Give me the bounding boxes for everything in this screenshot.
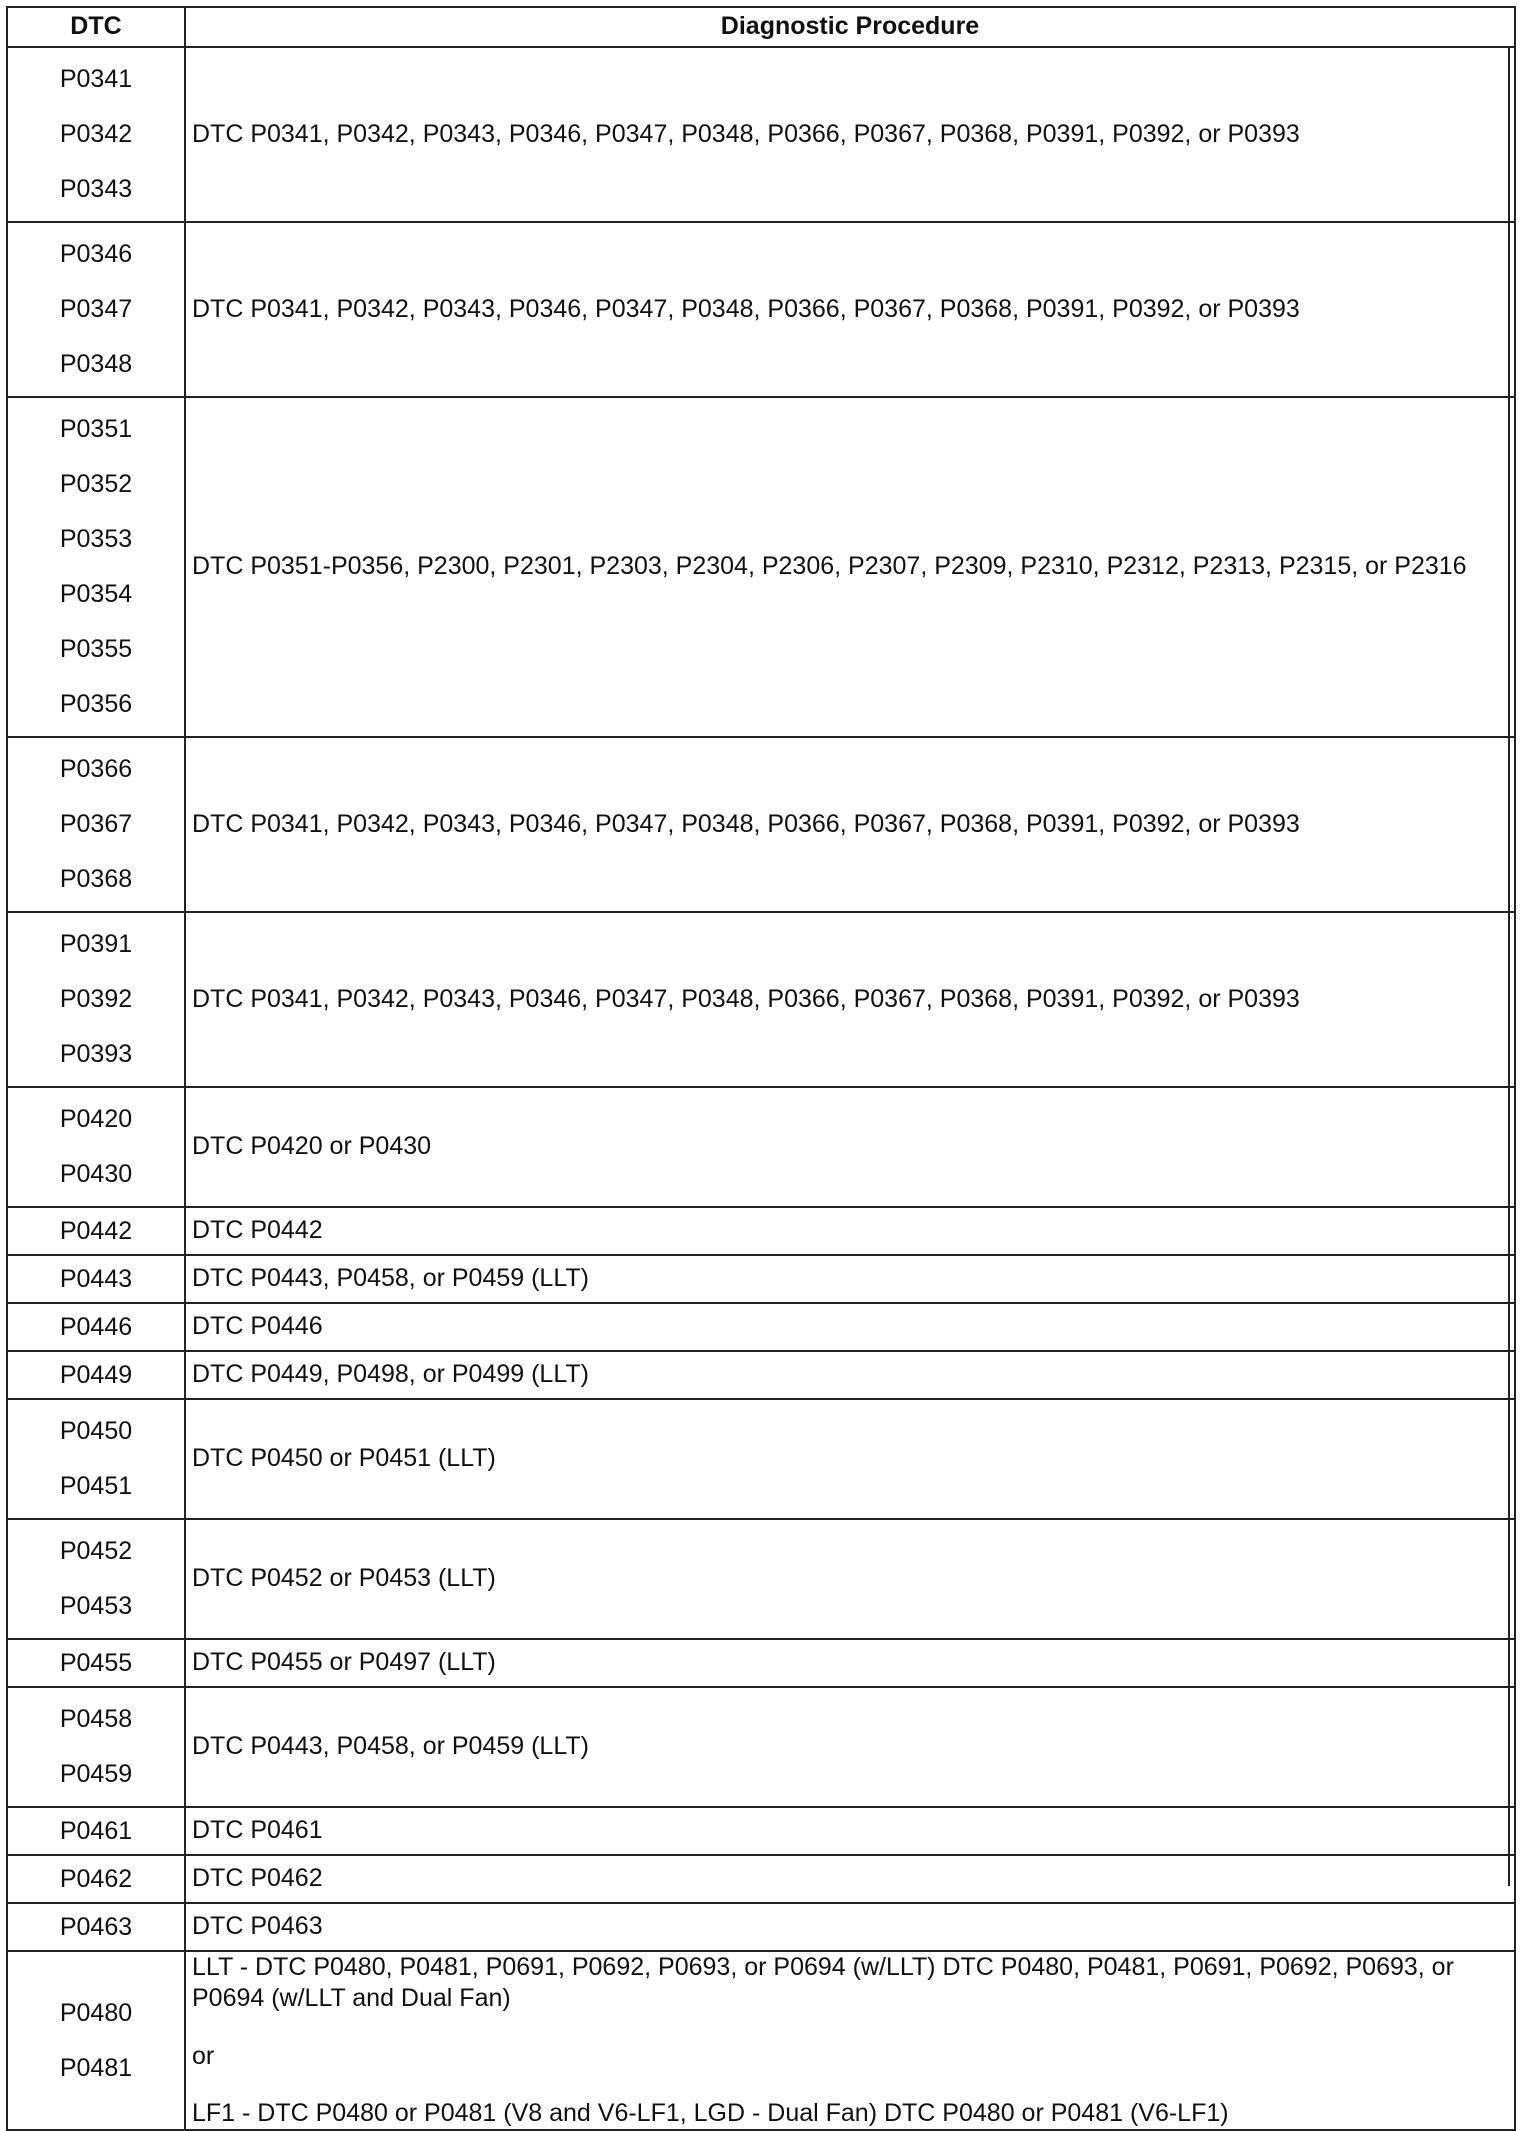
dtc-code-cell xyxy=(7,1399,185,1519)
diagnostic-procedure-link: LF1 - DTC P0480 or P0481 (V8 and V6-LF1, LGD - Dual Fan) DTC P0480 or P0481 (V6-LF1) xyxy=(192,2098,1229,2127)
dtc-code-cell xyxy=(7,1303,185,1351)
dtc-column-header: DTC xyxy=(7,7,185,47)
diagnostic-procedure-cell xyxy=(185,222,1515,397)
diagnostic-procedure-link: DTC P0462 xyxy=(192,1864,323,1893)
dtc-code-cell xyxy=(7,1687,185,1807)
diagnostic-procedure-cell xyxy=(185,1951,1515,2130)
table-row xyxy=(7,1687,1515,1807)
table-row xyxy=(7,47,1515,222)
dtc-code-cell xyxy=(7,912,185,1087)
table-row xyxy=(7,1087,1515,1207)
dtc-code-cell xyxy=(7,1087,185,1207)
diagnostic-procedure-link: DTC P0449, P0498, or P0499 (LLT) xyxy=(192,1360,589,1389)
diagnostic-procedure-link: DTC P0351-P0356, P2300, P2301, P2303, P2304, P2306, P2307, P2309, P2310, P2312, P2313, P2315, or P2316 xyxy=(192,552,1467,581)
table-row xyxy=(7,397,1515,737)
diagnostic-procedure-link: LLT - DTC P0480, P0481, P0691, P0692, P0693, or P0694 (w/LLT) DTC P0480, P0481, P0691, P0692, P0693, or P0694 (w/LLT and Dual Fan) xyxy=(192,1953,1454,2013)
dtc-code: P0368 xyxy=(59,865,133,893)
dtc-code: P0392 xyxy=(59,985,133,1013)
table-row xyxy=(7,1519,1515,1639)
dtc-code: P0461 xyxy=(59,1817,133,1845)
diagnostic-procedure-link: DTC P0463 xyxy=(192,1912,323,1941)
diagnostic-procedure-cell xyxy=(185,1639,1515,1687)
dtc-code: P0351 xyxy=(59,415,133,443)
diagnostic-procedure-cell xyxy=(185,1087,1515,1207)
table-row xyxy=(7,1303,1515,1351)
diagnostic-procedure-link: DTC P0446 xyxy=(192,1312,323,1341)
dtc-code: P0458 xyxy=(59,1705,133,1733)
dtc-code-cell xyxy=(7,737,185,912)
diagnostic-procedure-link: DTC P0461 xyxy=(192,1816,323,1845)
table-body xyxy=(7,47,1515,2130)
diagnostic-procedure-link: or xyxy=(192,2041,215,2070)
right-margin-rule xyxy=(1508,48,1510,1886)
dtc-code: P0452 xyxy=(59,1537,133,1565)
diagnostic-procedure-link: DTC P0341, P0342, P0343, P0346, P0347, P0348, P0366, P0367, P0368, P0391, P0392, or P0393 xyxy=(192,294,1300,323)
table-row xyxy=(7,912,1515,1087)
procedure-column-header: Diagnostic Procedure xyxy=(185,7,1515,47)
diagnostic-procedure-cell xyxy=(185,912,1515,1087)
dtc-code: P0450 xyxy=(59,1417,133,1445)
diagnostic-procedure-cell xyxy=(185,397,1515,737)
dtc-code-cell xyxy=(7,1855,185,1903)
dtc-code: P0463 xyxy=(59,1913,133,1941)
diagnostic-procedure-cell xyxy=(185,1255,1515,1303)
dtc-code: P0481 xyxy=(59,2053,133,2082)
diagnostic-procedure-link: DTC P0341, P0342, P0343, P0346, P0347, P0348, P0366, P0367, P0368, P0391, P0392, or P0393 xyxy=(192,984,1300,1013)
dtc-code: P0391 xyxy=(59,930,133,958)
dtc-code-cell xyxy=(7,1207,185,1255)
dtc-code-cell xyxy=(7,1519,185,1639)
dtc-code: P0354 xyxy=(59,580,133,608)
dtc-code: P0343 xyxy=(59,175,133,203)
dtc-code: P0353 xyxy=(59,525,133,553)
dtc-code-cell xyxy=(7,1255,185,1303)
line-gap xyxy=(192,2072,1508,2098)
diagnostic-procedure-link: DTC P0442 xyxy=(192,1216,323,1245)
dtc-code-cell xyxy=(7,222,185,397)
diagnostic-procedure-cell xyxy=(185,1903,1515,1951)
diagnostic-procedure-cell xyxy=(185,1687,1515,1807)
table-row xyxy=(7,1855,1515,1903)
table-row xyxy=(7,1351,1515,1399)
table-row xyxy=(7,1207,1515,1255)
dtc-code-cell xyxy=(7,1807,185,1855)
diagnostic-procedure-link: DTC P0420 or P0430 xyxy=(192,1132,432,1161)
table-header-row xyxy=(7,7,1515,47)
table-row xyxy=(7,1639,1515,1687)
diagnostic-procedure-cell xyxy=(185,1207,1515,1255)
dtc-code: P0393 xyxy=(59,1040,133,1068)
dtc-code: P0462 xyxy=(59,1865,133,1893)
diagnostic-procedure-cell xyxy=(185,1519,1515,1639)
dtc-code: P0342 xyxy=(59,120,133,148)
table-row xyxy=(7,1903,1515,1951)
diagnostic-procedure-link: DTC P0443, P0458, or P0459 (LLT) xyxy=(192,1264,589,1293)
line-gap xyxy=(192,2015,1508,2041)
table-row xyxy=(7,1399,1515,1519)
dtc-code: P0453 xyxy=(59,1592,133,1620)
dtc-code: P0341 xyxy=(59,65,133,93)
diagnostic-procedure-cell xyxy=(185,1807,1515,1855)
dtc-code: P0348 xyxy=(59,350,133,378)
table-row xyxy=(7,1807,1515,1855)
diagnostic-procedure-link: DTC P0341, P0342, P0343, P0346, P0347, P0348, P0366, P0367, P0368, P0391, P0392, or P0393 xyxy=(192,809,1300,838)
diagnostic-procedure-link: DTC P0455 or P0497 (LLT) xyxy=(192,1648,496,1677)
dtc-code: P0346 xyxy=(59,240,133,268)
dtc-code: P0455 xyxy=(59,1649,133,1677)
diagnostic-procedure-cell xyxy=(185,1855,1515,1903)
dtc-code: P0459 xyxy=(59,1760,133,1788)
diagnostic-procedure-link: DTC P0452 or P0453 (LLT) xyxy=(192,1564,496,1593)
dtc-code: P0442 xyxy=(59,1217,133,1245)
dtc-code: P0355 xyxy=(59,635,133,663)
diagnostic-procedure-cell xyxy=(185,47,1515,222)
table-row xyxy=(7,1255,1515,1303)
dtc-code-cell xyxy=(7,47,185,222)
diagnostic-procedure-cell xyxy=(185,1351,1515,1399)
dtc-code: P0443 xyxy=(59,1265,133,1293)
dtc-code-cell xyxy=(7,1351,185,1399)
diagnostic-procedure-cell xyxy=(185,737,1515,912)
dtc-code: P0446 xyxy=(59,1313,133,1341)
dtc-code-cell xyxy=(7,397,185,737)
dtc-code: P0451 xyxy=(59,1472,133,1500)
dtc-code: P0352 xyxy=(59,470,133,498)
dtc-code: P0420 xyxy=(59,1105,133,1133)
dtc-code: P0347 xyxy=(59,295,133,323)
dtc-code: P0449 xyxy=(59,1361,133,1389)
dtc-code-cell xyxy=(7,1903,185,1951)
dtc-procedure-table xyxy=(6,6,1516,2131)
diagnostic-procedure-link: DTC P0443, P0458, or P0459 (LLT) xyxy=(192,1732,589,1761)
diagnostic-procedure-link: DTC P0450 or P0451 (LLT) xyxy=(192,1444,496,1473)
dtc-code-cell xyxy=(7,1639,185,1687)
dtc-code: P0430 xyxy=(59,1160,133,1188)
table-row xyxy=(7,1951,1515,2130)
dtc-code-cell xyxy=(7,1951,185,2130)
dtc-code: P0366 xyxy=(59,755,133,783)
dtc-code: P0356 xyxy=(59,690,133,718)
table-row xyxy=(7,737,1515,912)
diagnostic-procedure-cell xyxy=(185,1303,1515,1351)
diagnostic-procedure-link: DTC P0341, P0342, P0343, P0346, P0347, P0348, P0366, P0367, P0368, P0391, P0392, or P0393 xyxy=(192,119,1300,148)
dtc-code: P0480 xyxy=(59,1998,133,2027)
table-row xyxy=(7,222,1515,397)
diagnostic-procedure-cell xyxy=(185,1399,1515,1519)
dtc-code: P0367 xyxy=(59,810,133,838)
